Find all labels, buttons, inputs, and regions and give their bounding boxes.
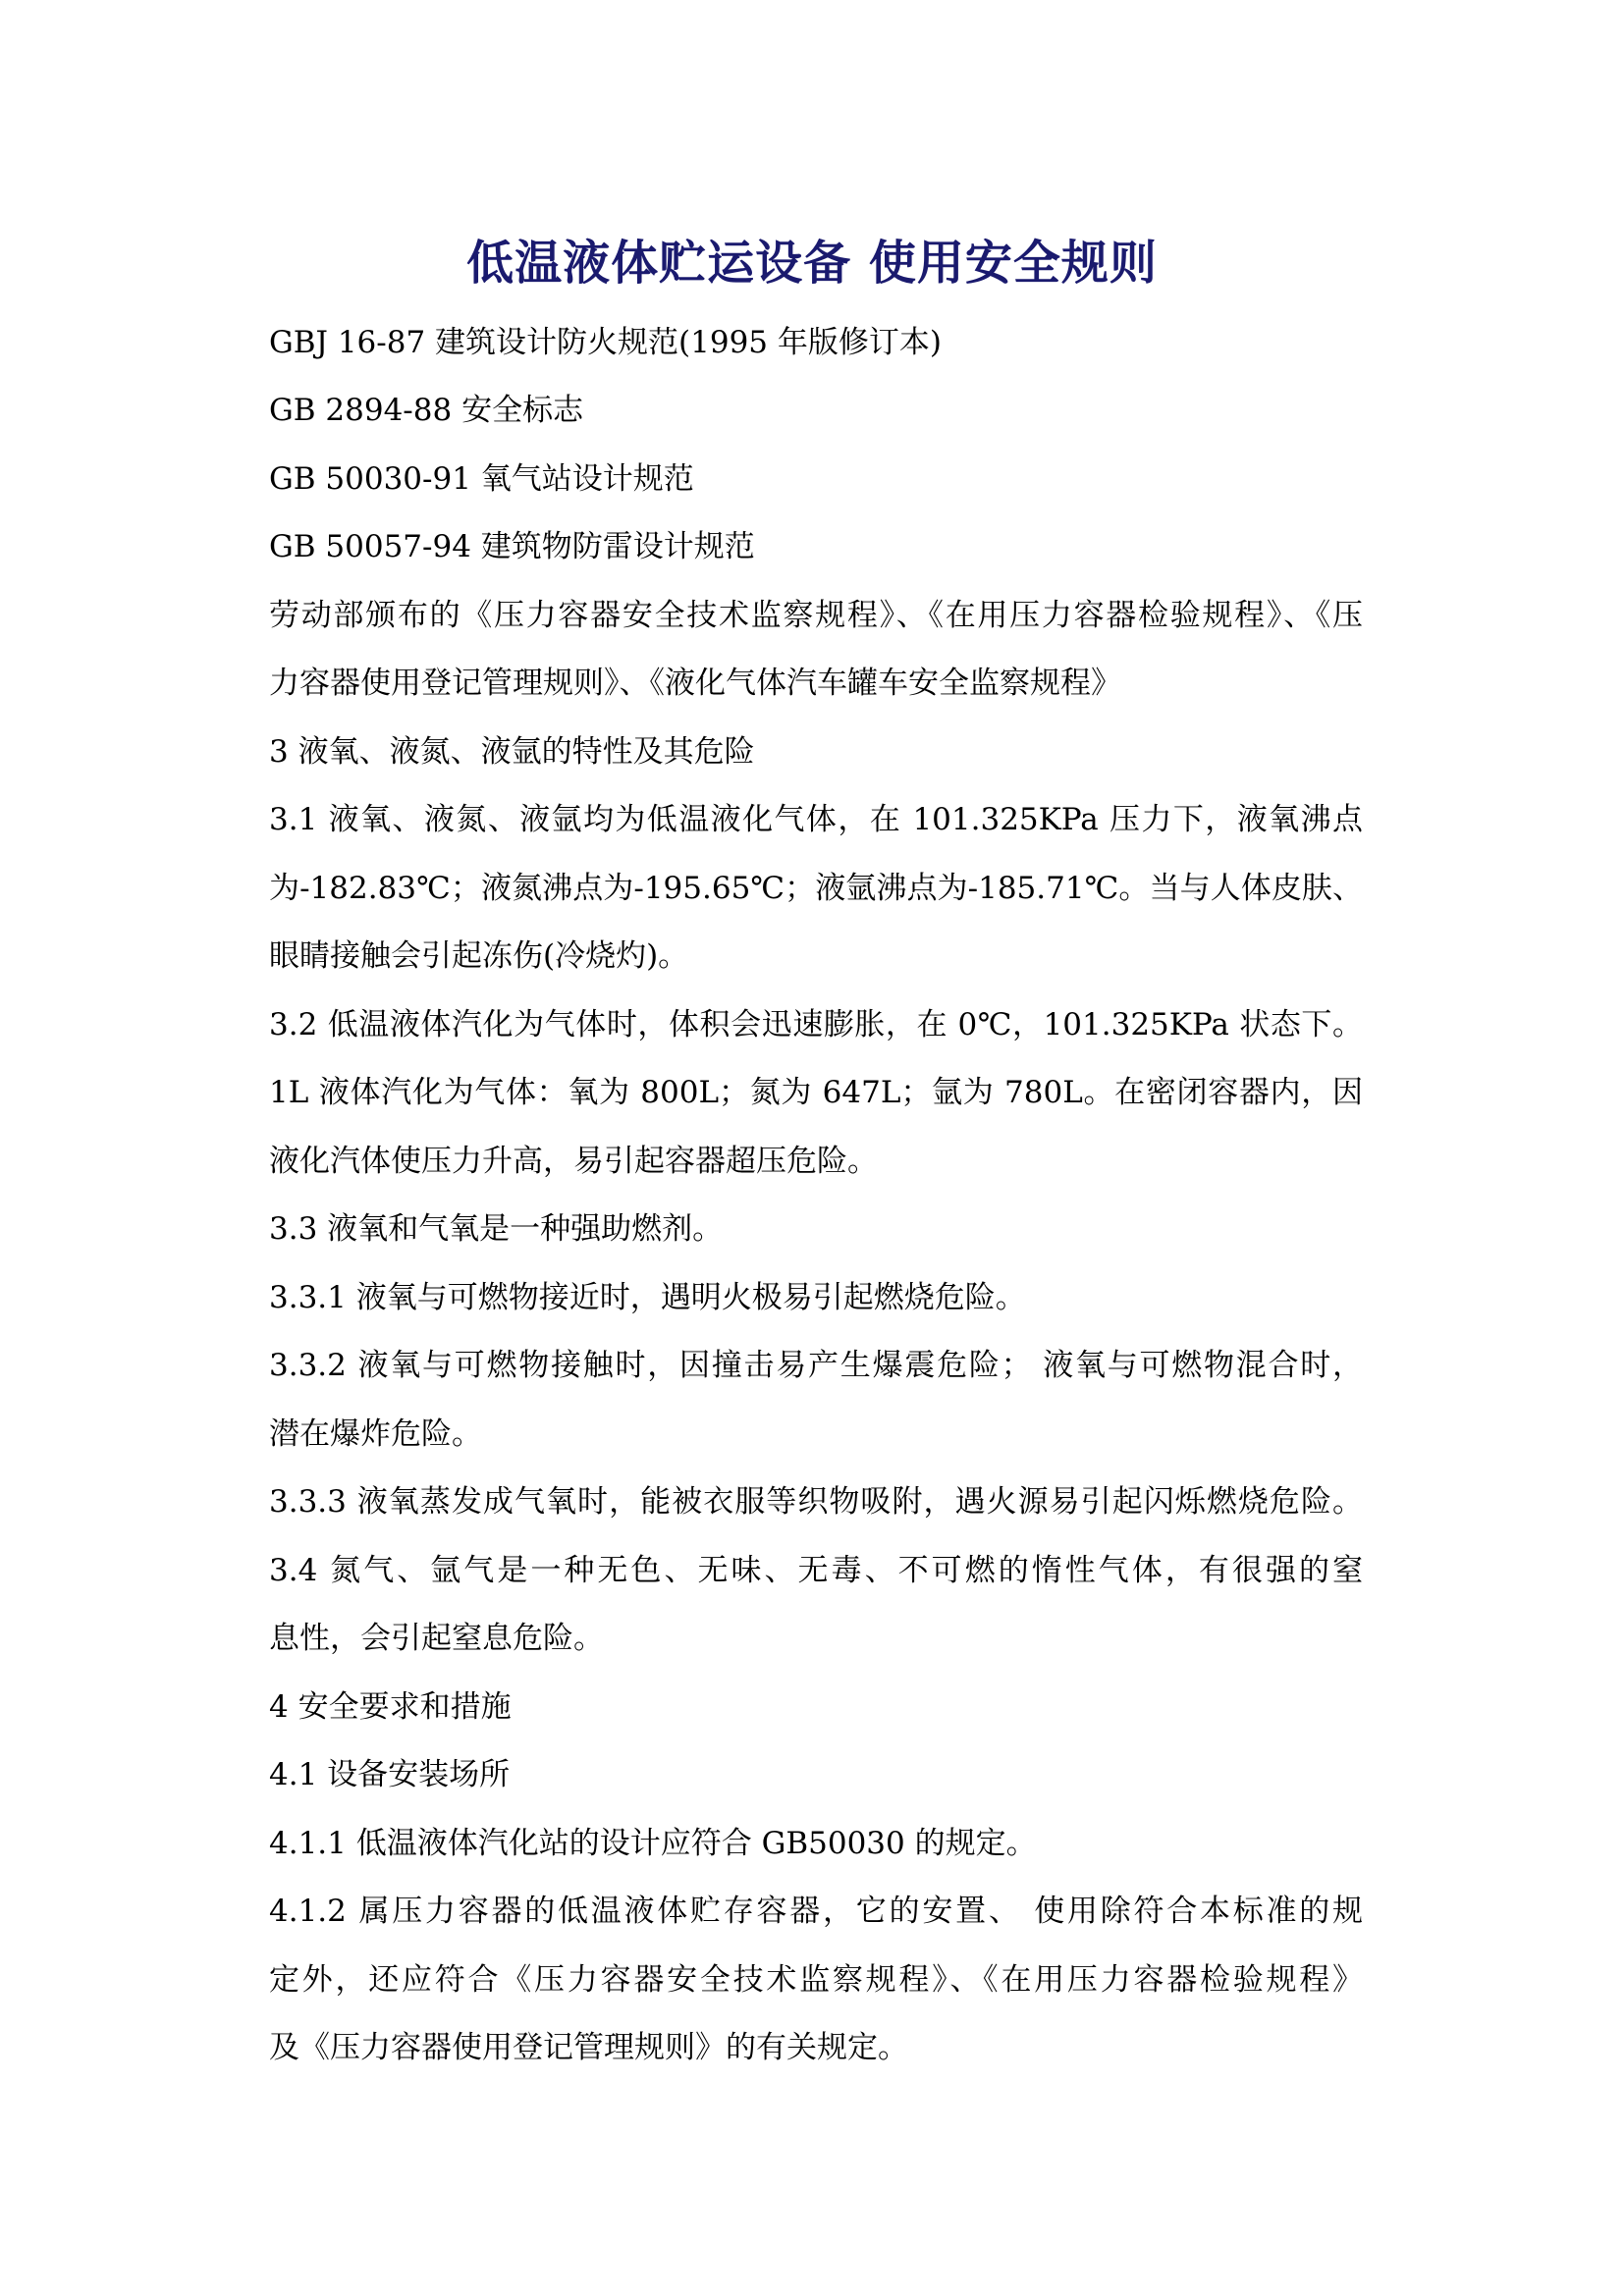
paragraph-line: 3.3 液氧和气氧是一种强助燃剂。 (269, 1211, 724, 1247)
paragraph-line: 3.2 低温液体汽化为气体时，体积会迅速膨胀，在 0℃，101.325KPa 状态下。 (269, 1007, 1363, 1042)
paragraph-line: 3.3.3 液氧蒸发成气氧时，能被衣服等织物吸附，遇火源易引起闪烁燃烧危险。 (269, 1484, 1363, 1520)
subsection-heading: 4.1 设备安装场所 (269, 1757, 511, 1792)
paragraph-line: 4.1.1 低温液体汽化站的设计应符合 GB50030 的规定。 (269, 1826, 1037, 1861)
paragraph-line: 3.4 氮气、氩气是一种无色、无味、无毒、不可燃的惰性气体，有很强的窒 (269, 1553, 1363, 1588)
section-heading: 4 安全要求和措施 (269, 1689, 512, 1725)
paragraph-line: 定外，还应符合《压力容器安全技术监察规程》、《在用压力容器检验规程》 (269, 1962, 1363, 1998)
paragraph-line: 4.1.2 属压力容器的低温液体贮存容器，它的安置、 使用除符合本标准的规 (269, 1894, 1363, 1929)
paragraph-line: 眼睛接触会引起冻伤(冷烧灼)。 (269, 938, 689, 974)
reference-line: GB 50030-91 氧气站设计规范 (269, 461, 694, 497)
paragraph-line: 液化汽体使压力升高，易引起容器超压危险。 (269, 1144, 878, 1179)
paragraph-line: 息性，会引起窒息危险。 (269, 1621, 604, 1656)
reference-line: GB 2894-88 安全标志 (269, 393, 584, 428)
paragraph-line: 潜在爆炸危险。 (269, 1416, 482, 1452)
paragraph-line: 1L 液体汽化为气体：氧为 800L；氮为 647L；氩为 780L。在密闭容器内，因 (269, 1075, 1363, 1110)
reference-line: GBJ 16-87 建筑设计防火规范(1995 年版修订本) (269, 325, 942, 360)
reference-line: GB 50057-94 建筑物防雷设计规范 (269, 529, 755, 564)
document-title: 低温液体贮运设备 使用安全规则 (466, 236, 1158, 291)
paragraph-line: 及《压力容器使用登记管理规则》的有关规定。 (269, 2030, 908, 2065)
paragraph-line: 为-182.83℃；液氮沸点为-195.65℃；液氩沸点为-185.71℃。当与人体皮肤、 (269, 871, 1363, 906)
paragraph-line: 3.1 液氧、液氮、液氩均为低温液化气体，在 101.325KPa 压力下，液氧沸点 (269, 802, 1363, 837)
paragraph-line: 3.3.1 液氧与可燃物接近时，遇明火极易引起燃烧危险。 (269, 1280, 1026, 1315)
paragraph-line: 劳动部颁布的《压力容器安全技术监察规程》、《在用压力容器检验规程》、《压 (269, 598, 1363, 633)
section-heading: 3 液氧、液氮、液氩的特性及其危险 (269, 734, 755, 770)
paragraph-line: 3.3.2 液氧与可燃物接触时，因撞击易产生爆震危险； 液氧与可燃物混合时， (269, 1348, 1363, 1383)
paragraph-line: 力容器使用登记管理规则》、《液化气体汽车罐车安全监察规程》 (269, 666, 1121, 701)
